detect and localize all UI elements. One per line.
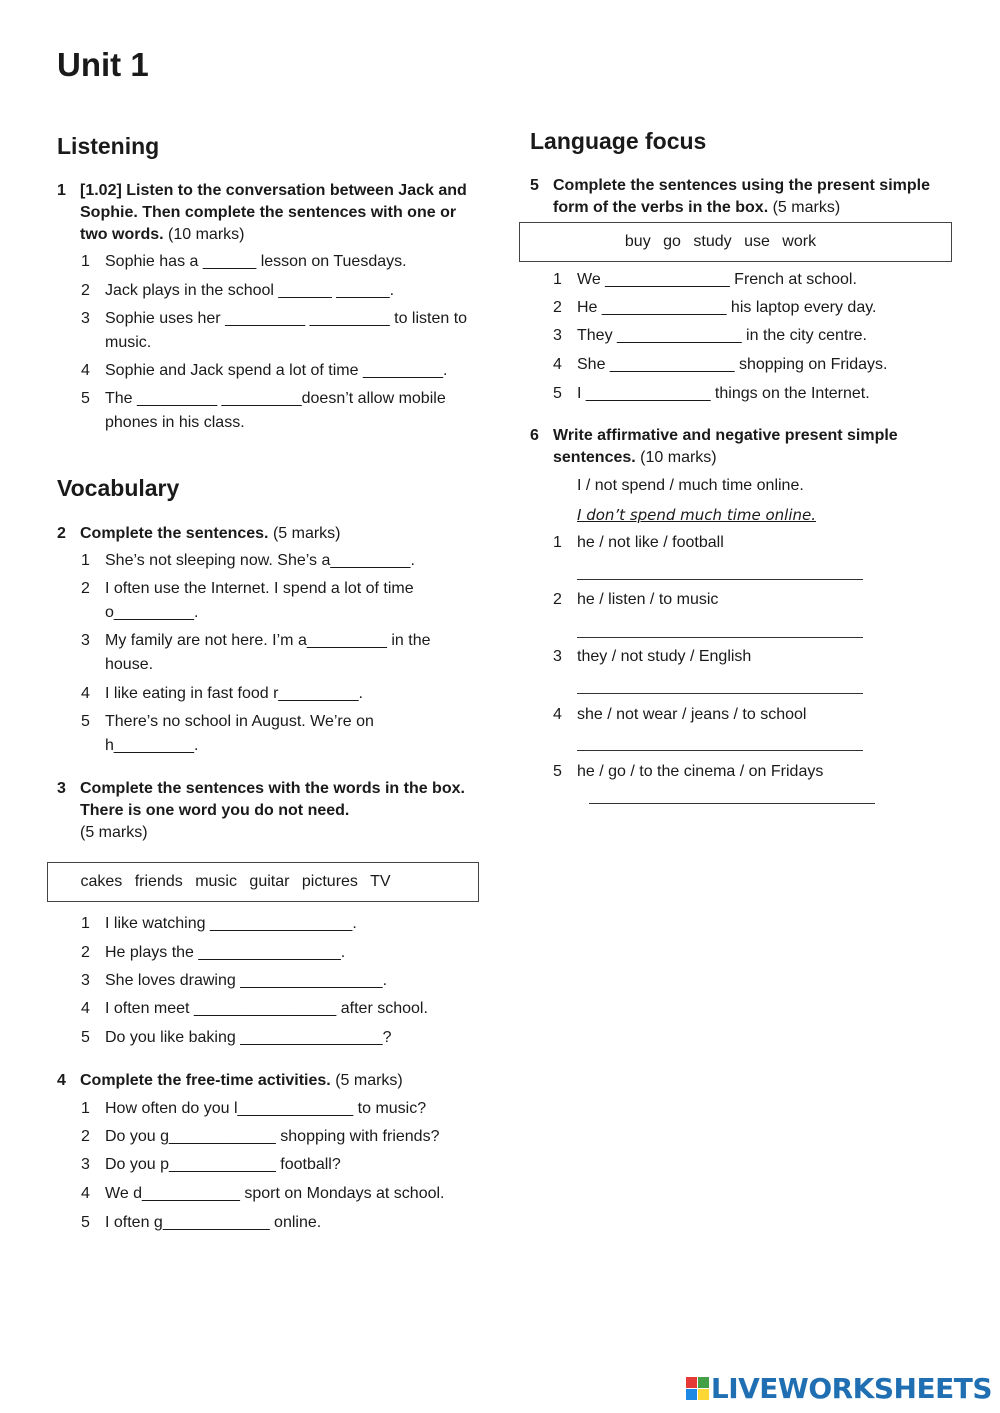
item-number: 1	[81, 253, 90, 270]
item-text: I often use the Internet. I spend a lot of time o_________.	[105, 580, 414, 621]
list-item	[81, 250, 471, 274]
list-item	[81, 969, 471, 993]
item-text: he / listen / to music	[577, 591, 719, 608]
item-text: he / go / to the cinema / on Fridays	[577, 763, 824, 780]
question-instruction: [1.02] Listen to the conversation between Jack and Sophie. Then complete the sentences with one or two words.	[80, 182, 467, 243]
item-number: 5	[81, 713, 90, 730]
item-text: He ______________ his laptop every day.	[577, 299, 877, 316]
verb-box: buy go study use work	[519, 222, 952, 262]
liveworksheets-logo[interactable]	[686, 1372, 992, 1405]
item-text: He plays the ________________.	[105, 944, 346, 961]
list-item	[553, 353, 953, 377]
list-item	[553, 382, 953, 406]
item-text: I often g____________ online.	[105, 1214, 322, 1231]
question-instruction: Write affirmative and negative present simple sentences.	[553, 427, 898, 466]
marks: (5 marks)	[335, 1072, 403, 1089]
question-4	[57, 1070, 467, 1092]
list-item	[553, 703, 953, 727]
list-item	[81, 710, 411, 758]
item-number: 1	[81, 1100, 90, 1117]
list-item	[81, 359, 471, 383]
item-number: 4	[81, 1000, 90, 1017]
item-text: They ______________ in the city centre.	[577, 327, 867, 344]
item-number: 1	[553, 534, 562, 551]
logo-icon	[686, 1377, 709, 1400]
item-number: 1	[81, 552, 90, 569]
item-text: My family are not here. I’m a_________ in the house.	[105, 632, 431, 673]
item-text: I ______________ things on the Internet.	[577, 385, 870, 402]
language-focus-heading: Language focus	[530, 128, 707, 154]
item-number: 2	[553, 591, 562, 608]
list-item	[553, 760, 953, 784]
item-text: I like eating in fast food r_________.	[105, 685, 363, 702]
item-text: How often do you l_____________ to music?	[105, 1100, 427, 1117]
item-text: There’s no school in August. We’re on h_________.	[105, 713, 374, 754]
page-title: Unit 1	[57, 46, 149, 83]
list-item	[81, 1125, 481, 1149]
question-number: 6	[530, 427, 539, 444]
item-number: 4	[81, 1185, 90, 1202]
item-text: She ______________ shopping on Fridays.	[577, 356, 888, 373]
question-number: 1	[57, 182, 66, 199]
answer-line[interactable]	[577, 750, 863, 751]
list-item	[81, 1153, 481, 1177]
item-text: Sophie has a ______ lesson on Tuesdays.	[105, 253, 407, 270]
vocabulary-heading: Vocabulary	[57, 475, 180, 501]
item-text: Do you like baking ________________?	[105, 1029, 392, 1046]
list-item	[553, 296, 953, 320]
question-3	[57, 778, 467, 844]
item-text: We d___________ sport on Mondays at school.	[105, 1185, 445, 1202]
item-number: 1	[553, 271, 562, 288]
list-item	[81, 682, 451, 706]
list-item	[81, 1182, 481, 1206]
item-number: 2	[81, 580, 90, 597]
item-text: Do you p____________ football?	[105, 1156, 341, 1173]
item-text: Do you g____________ shopping with friends?	[105, 1128, 440, 1145]
item-number: 5	[553, 763, 562, 780]
item-number: 2	[81, 944, 90, 961]
item-text: Jack plays in the school ______ ______.	[105, 282, 395, 299]
question-instruction: Complete the sentences with the words in the box. There is one word you do not need.	[80, 780, 465, 819]
item-number: 2	[553, 299, 562, 316]
item-number: 2	[81, 1128, 90, 1145]
answer-line[interactable]	[589, 803, 875, 804]
item-number: 2	[81, 282, 90, 299]
item-number: 4	[553, 356, 562, 373]
marks: (5 marks)	[272, 525, 341, 542]
logo-text: LIVEWORKSHEETS	[710, 1372, 992, 1405]
item-number: 5	[81, 1029, 90, 1046]
list-item	[81, 997, 471, 1021]
list-item	[81, 1211, 481, 1235]
item-text: Sophie uses her _________ _________ to listen to music.	[105, 310, 468, 351]
item-text: She loves drawing ________________.	[105, 972, 388, 989]
answer-line[interactable]	[577, 579, 863, 580]
item-number: 5	[553, 385, 562, 402]
question-2	[57, 523, 467, 545]
question-5	[530, 175, 950, 219]
marks: (5 marks)	[80, 824, 148, 841]
list-item	[553, 645, 953, 669]
item-number: 3	[553, 327, 562, 344]
word-box: cakes friends music guitar pictures TV	[47, 862, 479, 902]
item-text: I often meet ________________ after school.	[105, 1000, 428, 1017]
list-item	[81, 549, 451, 573]
list-item	[81, 941, 471, 965]
marks: (10 marks)	[168, 226, 245, 243]
list-item	[81, 387, 471, 435]
item-text: The _________ _________doesn’t allow mobile phones in his class.	[105, 390, 446, 431]
item-text: I / not spend / much time online.	[577, 477, 804, 494]
item-number: 3	[553, 648, 562, 665]
item-number: 4	[553, 706, 562, 723]
listening-heading: Listening	[57, 133, 160, 159]
answer-line[interactable]	[577, 637, 863, 638]
list-item	[81, 577, 451, 625]
list-item	[81, 912, 471, 936]
list-item	[81, 1097, 481, 1121]
item-text: I like watching ________________.	[105, 915, 357, 932]
question-number: 5	[530, 177, 539, 194]
item-text: Sophie and Jack spend a lot of time _________.	[105, 362, 448, 379]
answer-line[interactable]	[577, 693, 863, 694]
item-text: she / not wear / jeans / to school	[577, 706, 807, 723]
item-text: I don’t spend much time online.	[577, 506, 816, 524]
marks: (5 marks)	[772, 199, 841, 216]
question-instruction: Complete the free-time activities.	[80, 1072, 331, 1089]
question-instruction: Complete the sentences using the present simple form of the verbs in the box.	[553, 177, 930, 216]
list-item	[81, 629, 451, 677]
question-instruction: Complete the sentences.	[80, 525, 269, 542]
item-number: 5	[81, 1214, 90, 1231]
question-1	[57, 180, 467, 246]
item-number: 3	[81, 632, 90, 649]
list-item	[553, 588, 953, 612]
item-number: 4	[81, 362, 90, 379]
question-number: 3	[57, 780, 66, 797]
list-item	[81, 279, 471, 303]
marks: (10 marks)	[640, 449, 717, 466]
item-number: 3	[81, 972, 90, 989]
item-text: they / not study / English	[577, 648, 752, 665]
item-text: She’s not sleeping now. She’s a_________.	[105, 552, 415, 569]
question-number: 2	[57, 525, 66, 542]
example-prompt	[553, 474, 953, 498]
list-item	[553, 531, 953, 555]
list-item	[81, 307, 471, 355]
example-answer	[553, 503, 953, 527]
item-text: he / not like / football	[577, 534, 724, 551]
question-number: 4	[57, 1072, 66, 1089]
item-text: We ______________ French at school.	[577, 271, 857, 288]
list-item	[81, 1026, 471, 1050]
item-number: 3	[81, 1156, 90, 1173]
list-item	[553, 324, 953, 348]
item-number: 3	[81, 310, 90, 327]
item-number: 1	[81, 915, 90, 932]
list-item	[553, 268, 953, 292]
question-6	[530, 425, 950, 469]
item-number: 4	[81, 685, 90, 702]
item-number: 5	[81, 390, 90, 407]
